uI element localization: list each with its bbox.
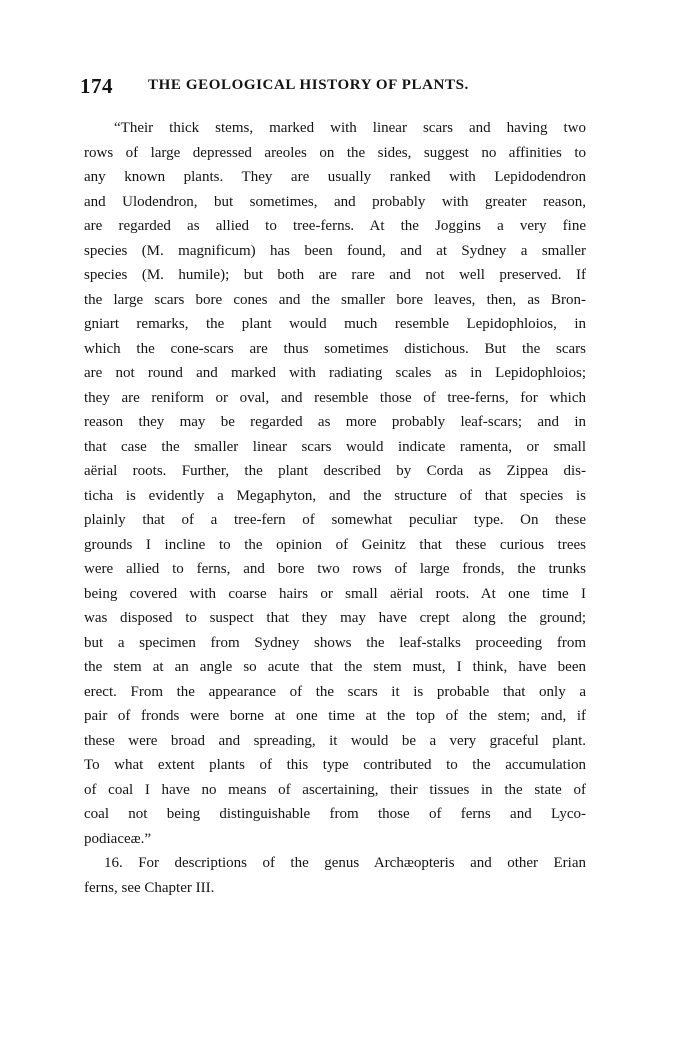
- text-line: ferns, see Chapter III.: [84, 879, 215, 896]
- text-line: “Their thick stems, marked with linear scars and having two: [114, 120, 586, 136]
- text-line: are not round and marked with radiating scales as in Lepidophloios;: [84, 365, 586, 381]
- text-line: gniart remarks, the plant would much resemble Lepidophloios, in: [84, 316, 586, 332]
- text-line: species (M. magnificum) has been found, and at Sydney a smaller: [84, 242, 586, 259]
- text-line: podiaceæ.”: [84, 830, 152, 847]
- text-line: rows of large depressed areoles on the sides, suggest no affinities to: [84, 144, 586, 161]
- text-line: but a specimen from Sydney shows the leaf-stalks proceeding from: [84, 634, 586, 651]
- text-line: To what extent plants of this type contributed to the accumulation: [84, 757, 586, 773]
- text-line: reason they may be regarded as more probably leaf-scars; and in: [84, 414, 586, 430]
- text-line: they are reniform or oval, and resemble those of tree-ferns, for which: [84, 389, 586, 406]
- text-line: and Ulodendron, but sometimes, and probably with greater reason,: [84, 193, 586, 210]
- text-line: the large scars bore cones and the smaller bore leaves, then, as Bron-: [84, 291, 586, 308]
- text-line: aërial roots. Further, the plant described by Corda as Zippea dis-: [84, 463, 586, 479]
- text-line: which the cone-scars are thus sometimes distichous. But the scars: [84, 340, 586, 357]
- text-line: 16. For descriptions of the genus Archæopteris and other Erian: [104, 855, 586, 871]
- text-line: being covered with coarse hairs or small aërial roots. At one time I: [84, 585, 586, 602]
- page-header: [80, 74, 586, 104]
- text-line: grounds I incline to the opinion of Geinitz that these curious trees: [84, 536, 586, 553]
- text-line: of coal I have no means of ascertaining, their tissues in the state of: [84, 781, 586, 798]
- text-line: are regarded as allied to tree-ferns. At the Joggins a very fine: [84, 218, 586, 234]
- text-line: pair of fronds were borne at one time at the top of the stem; and, if: [84, 708, 586, 724]
- text-line: the stem at an angle so acute that the stem must, I think, have been: [84, 659, 586, 675]
- text-line: erect. From the appearance of the scars it is probable that only a: [84, 683, 586, 700]
- text-line: plainly that of a tree-fern of somewhat peculiar type. On these: [84, 512, 586, 528]
- text-line: these were broad and spreading, it would be a very graceful plant.: [84, 732, 586, 749]
- text-line: was disposed to suspect that they may have crept along the ground;: [84, 610, 586, 626]
- text-line: species (M. humile); but both are rare and not well preserved. If: [84, 267, 586, 283]
- text-line: any known plants. They are usually ranked with Lepidodendron: [84, 169, 586, 185]
- text-line: ticha is evidently a Megaphyton, and the structure of that species is: [84, 487, 586, 504]
- running-head: THE GEOLOGICAL HISTORY OF PLANTS.: [148, 77, 469, 93]
- text-line: were allied to ferns, and bore two rows of large fronds, the trunks: [84, 561, 586, 577]
- text-line: that case the smaller linear scars would indicate ramenta, or small: [84, 438, 586, 455]
- body-text: [84, 116, 586, 900]
- page-number: 174: [80, 74, 113, 98]
- text-line: coal not being distinguishable from those of ferns and Lyco-: [84, 806, 586, 822]
